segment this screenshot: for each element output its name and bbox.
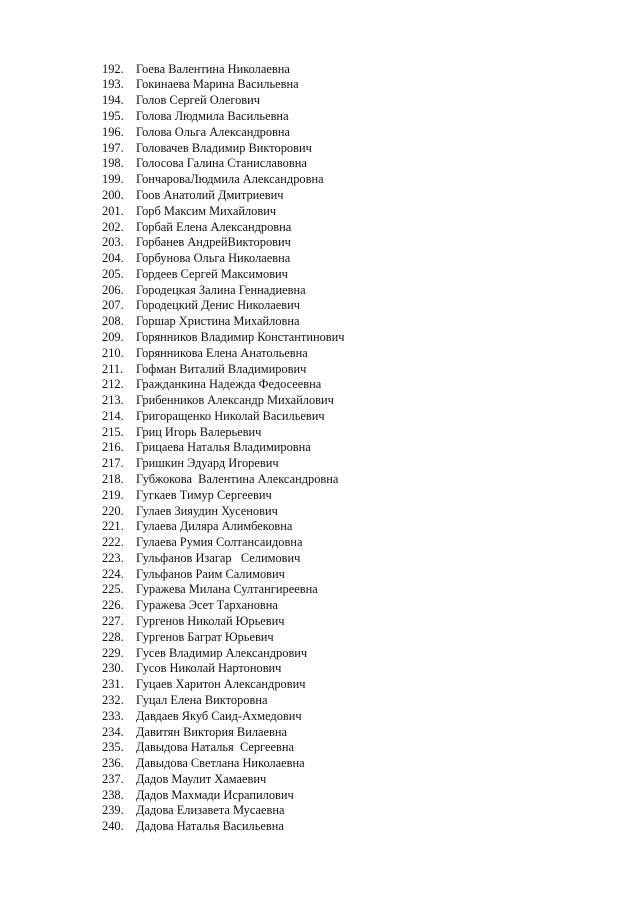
list-item bbox=[102, 534, 345, 550]
person-name: Дадов Махмади Исрапилович bbox=[136, 787, 294, 802]
person-name: Голосова Галина Станиславовна bbox=[136, 156, 307, 171]
item-number: 228. bbox=[102, 629, 124, 644]
item-number: 209. bbox=[102, 329, 124, 344]
person-name: Давыдова Наталья Сергеевна bbox=[136, 740, 294, 755]
person-name: Гулаева Диляра Алимбековна bbox=[136, 519, 293, 534]
list-item bbox=[102, 108, 345, 124]
list-item bbox=[102, 219, 345, 235]
person-name: Давыдова Светлана Николаевна bbox=[136, 756, 305, 771]
item-number: 237. bbox=[102, 771, 124, 786]
item-number: 212. bbox=[102, 377, 124, 392]
list-item bbox=[102, 566, 345, 582]
person-name: Горбай Елена Александровна bbox=[136, 219, 292, 234]
list-item bbox=[102, 282, 345, 298]
person-name: Гусов Николай Нартонович bbox=[136, 661, 282, 676]
list-item bbox=[102, 266, 345, 282]
person-name: Грибенников Александр Михайлович bbox=[136, 393, 334, 408]
list-item bbox=[102, 613, 345, 629]
list-item bbox=[102, 629, 345, 645]
list-item bbox=[102, 408, 345, 424]
person-name: Давитян Виктория Вилаевна bbox=[136, 724, 287, 739]
item-number: 215. bbox=[102, 424, 124, 439]
list-item bbox=[102, 298, 345, 314]
item-number: 193. bbox=[102, 77, 124, 92]
item-number: 226. bbox=[102, 598, 124, 613]
list-item bbox=[102, 187, 345, 203]
person-name: Губжокова Валентина Александровна bbox=[136, 472, 339, 486]
list-item bbox=[102, 471, 345, 487]
list-item bbox=[102, 171, 345, 187]
person-name: Голов Сергей Олегович bbox=[136, 93, 261, 108]
list-item bbox=[102, 456, 345, 472]
list-item bbox=[102, 361, 345, 377]
item-number: 225. bbox=[102, 582, 124, 597]
list-item bbox=[102, 140, 345, 156]
person-name: Голова Людмила Васильевна bbox=[136, 109, 289, 124]
item-number: 239. bbox=[102, 803, 124, 818]
list-item bbox=[102, 392, 345, 408]
person-name: Гуцаев Харитон Александрович bbox=[136, 677, 306, 692]
person-name: ГончароваЛюдмила Александровна bbox=[136, 172, 324, 187]
person-name: Горб Максим Михайлович bbox=[136, 203, 277, 218]
person-name: Головачев Владимир Викторович bbox=[136, 140, 312, 155]
item-number: 220. bbox=[102, 503, 124, 518]
list-item bbox=[102, 235, 345, 251]
list-item bbox=[102, 771, 345, 787]
person-name: Гугкаев Тимур Сергеевич bbox=[136, 487, 272, 502]
item-number: 205. bbox=[102, 266, 124, 281]
person-name: Гришкин Эдуард Игоревич bbox=[136, 456, 279, 471]
list-item bbox=[102, 708, 345, 724]
list-item bbox=[102, 93, 345, 109]
item-number: 202. bbox=[102, 219, 124, 234]
item-number: 227. bbox=[102, 614, 124, 629]
list-item bbox=[102, 550, 345, 566]
item-number: 232. bbox=[102, 692, 124, 707]
item-number: 201. bbox=[102, 203, 124, 218]
list-item bbox=[102, 661, 345, 677]
list-item bbox=[102, 519, 345, 535]
person-name: Горбанев АндрейВикторович bbox=[136, 235, 291, 250]
person-name: Гулаев Зияудин Хусенович bbox=[136, 503, 278, 518]
item-number: 234. bbox=[102, 724, 124, 739]
person-name: Гургенов Баграт Юрьевич bbox=[136, 629, 274, 644]
list-item bbox=[102, 740, 345, 756]
item-number: 233. bbox=[102, 708, 124, 723]
list-item bbox=[102, 124, 345, 140]
item-number: 206. bbox=[102, 282, 124, 297]
person-name: Гриц Игорь Валерьевич bbox=[136, 424, 262, 439]
item-number: 230. bbox=[102, 661, 124, 676]
list-item bbox=[102, 329, 345, 345]
person-name: Гульфанов Раим Салимович bbox=[136, 566, 285, 581]
list-item bbox=[102, 803, 345, 819]
item-number: 194. bbox=[102, 93, 124, 108]
person-name: Горбунова Ольга Николаевна bbox=[136, 251, 291, 266]
item-number: 221. bbox=[102, 519, 124, 534]
list-item bbox=[102, 424, 345, 440]
item-number: 224. bbox=[102, 566, 124, 581]
list-item bbox=[102, 440, 345, 456]
person-name: Гуражева Милана Султангиреевна bbox=[136, 582, 318, 597]
list-item bbox=[102, 676, 345, 692]
person-name: Горянников Владимир Константинович bbox=[136, 329, 345, 344]
item-number: 203. bbox=[102, 235, 124, 250]
list-item bbox=[102, 503, 345, 519]
person-name: Гоева Валентина Николаевна bbox=[136, 61, 290, 76]
person-name: Гульфанов Изагар Селимович bbox=[136, 550, 301, 565]
list-item bbox=[102, 819, 345, 835]
list-item bbox=[102, 61, 345, 77]
person-name: Горшар Христина Михайловна bbox=[136, 314, 300, 329]
person-name: Гражданкина Надежда Федосеевна bbox=[136, 377, 322, 392]
person-name: Гуцал Елена Викторовна bbox=[136, 692, 268, 707]
list-item bbox=[102, 787, 345, 803]
item-number: 219. bbox=[102, 487, 124, 502]
list-item bbox=[102, 582, 345, 598]
item-number: 200. bbox=[102, 187, 124, 202]
list-item bbox=[102, 250, 345, 266]
person-name: Гусев Владимир Александрович bbox=[136, 645, 308, 660]
item-number: 195. bbox=[102, 109, 124, 124]
person-name: Городецкий Денис Николаевич bbox=[136, 298, 300, 313]
item-number: 196. bbox=[102, 124, 124, 139]
item-number: 231. bbox=[102, 677, 124, 692]
person-name: Гордеев Сергей Максимович bbox=[136, 266, 288, 281]
list-item bbox=[102, 345, 345, 361]
person-name: Дадов Маулит Хамаевич bbox=[136, 771, 267, 786]
item-number: 204. bbox=[102, 251, 124, 266]
item-number: 235. bbox=[102, 740, 124, 755]
item-number: 217. bbox=[102, 456, 124, 471]
list-item bbox=[102, 487, 345, 503]
list-item bbox=[102, 156, 345, 172]
item-number: 216. bbox=[102, 440, 124, 455]
list-item bbox=[102, 203, 345, 219]
list-item bbox=[102, 314, 345, 330]
list-item bbox=[102, 77, 345, 93]
person-name: Григоращенко Николай Васильевич bbox=[136, 408, 325, 423]
item-number: 211. bbox=[102, 361, 124, 376]
list-item bbox=[102, 377, 345, 393]
item-number: 197. bbox=[102, 140, 124, 155]
item-number: 199. bbox=[102, 172, 124, 187]
item-number: 223. bbox=[102, 550, 124, 565]
item-number: 213. bbox=[102, 393, 124, 408]
person-name: Грицаева Наталья Владимировна bbox=[136, 440, 311, 455]
list-item bbox=[102, 755, 345, 771]
item-number: 229. bbox=[102, 645, 124, 660]
item-number: 208. bbox=[102, 314, 124, 329]
person-name: Голова Ольга Александровна bbox=[136, 124, 291, 139]
item-number: 198. bbox=[102, 156, 124, 171]
person-name: Гоов Анатолий Дмитриевич bbox=[136, 187, 284, 202]
person-name: Дадова Елизавета Мусаевна bbox=[136, 803, 285, 818]
item-number: 210. bbox=[102, 345, 124, 360]
person-name: Давдаев Якуб Саид-Ахмедович bbox=[136, 708, 302, 723]
list-item bbox=[102, 645, 345, 661]
item-number: 222. bbox=[102, 535, 124, 550]
item-number: 218. bbox=[102, 472, 124, 486]
item-number: 240. bbox=[102, 819, 124, 834]
list-item bbox=[102, 692, 345, 708]
person-name: Горянникова Елена Анатольевна bbox=[136, 345, 308, 360]
person-name: Гокинаева Марина Васильевна bbox=[136, 77, 299, 92]
item-number: 214. bbox=[102, 408, 124, 423]
item-number: 192. bbox=[102, 61, 124, 76]
person-name: Гофман Виталий Владимирович bbox=[136, 361, 307, 376]
person-name: Дадова Наталья Васильевна bbox=[136, 819, 284, 834]
name-list bbox=[102, 61, 345, 834]
item-number: 236. bbox=[102, 756, 124, 771]
item-number: 207. bbox=[102, 298, 124, 313]
person-name: Городецкая Залина Геннадиевна bbox=[136, 282, 306, 297]
list-item bbox=[102, 598, 345, 614]
item-number: 238. bbox=[102, 787, 124, 802]
list-item bbox=[102, 724, 345, 740]
person-name: Гуражева Эсет Тархановна bbox=[136, 598, 278, 613]
person-name: Гулаева Румия Солтансаидовна bbox=[136, 535, 303, 550]
person-name: Гургенов Николай Юрьевич bbox=[136, 614, 285, 629]
